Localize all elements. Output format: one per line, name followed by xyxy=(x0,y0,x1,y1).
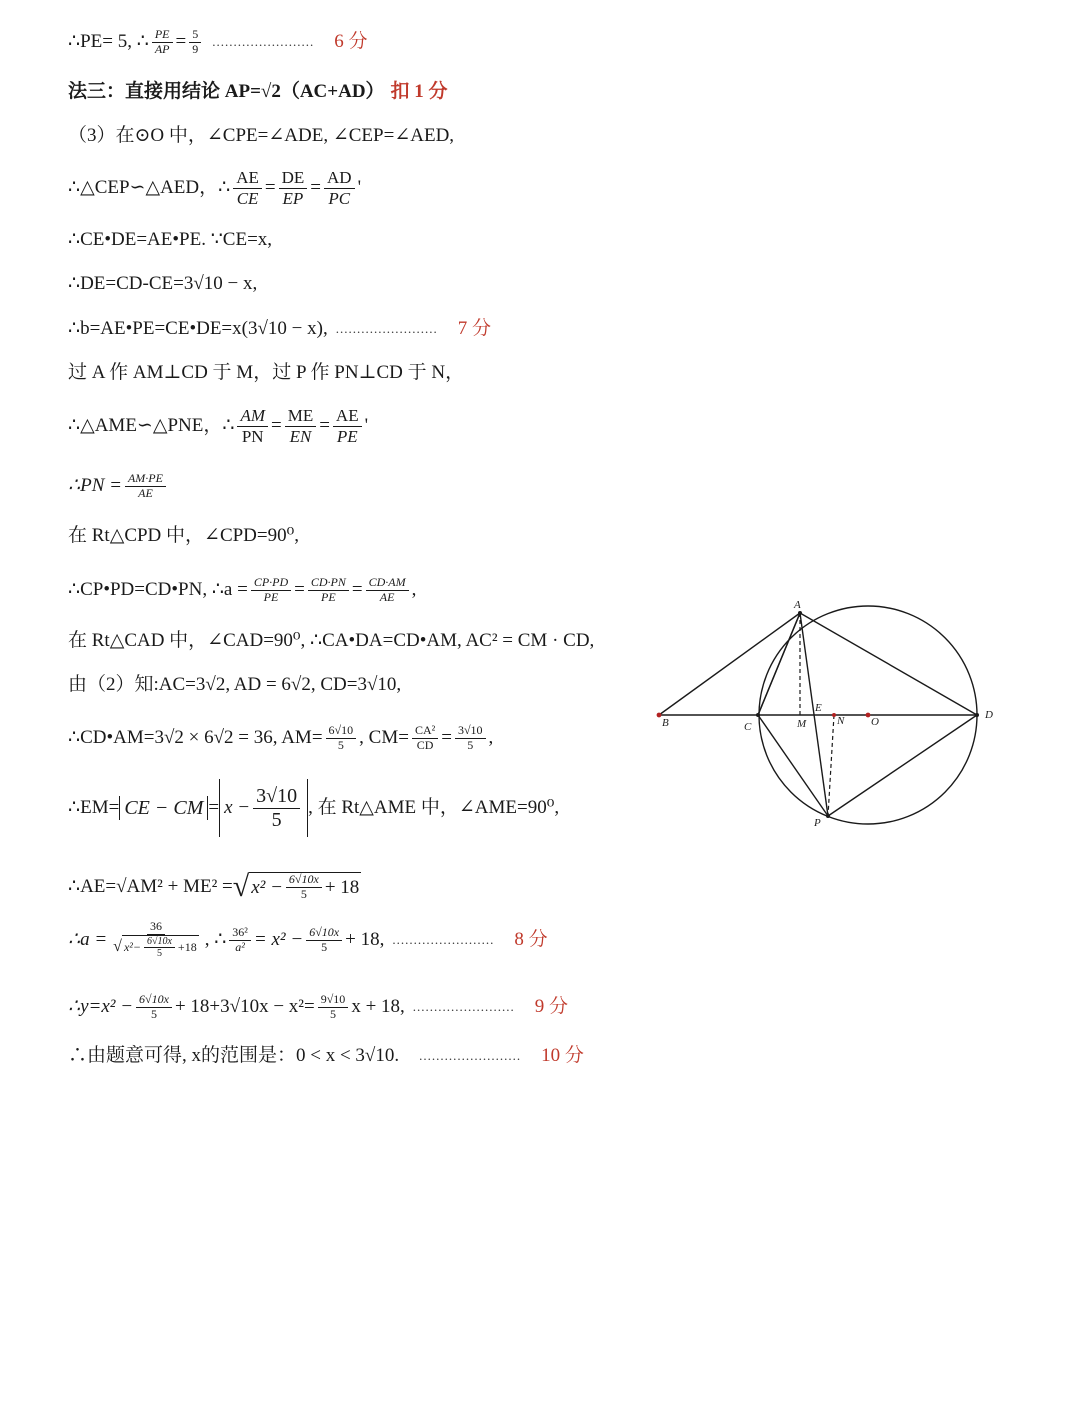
numerator: PE xyxy=(152,28,173,43)
denominator: PE xyxy=(263,589,279,604)
label-e: E xyxy=(815,702,822,714)
radical-sign: √ xyxy=(113,938,122,956)
fraction xyxy=(251,576,291,605)
numerator: CA² xyxy=(412,724,438,739)
label-p: P xyxy=(814,817,821,829)
label-d: D xyxy=(985,709,993,721)
label-c: C xyxy=(744,721,752,733)
numerator: 6√10x xyxy=(144,936,175,949)
text: ∴b=AE•PE=CE•DE=x(3√10 − x), xyxy=(68,318,328,339)
line-3 xyxy=(68,124,454,148)
tail: ' xyxy=(364,415,369,436)
line-8 xyxy=(68,361,464,385)
radicand-post: +18 xyxy=(177,939,197,954)
line-17 xyxy=(68,862,361,912)
numerator: 6√10x xyxy=(306,926,342,941)
denominator: a² xyxy=(235,939,245,954)
numerator: DE xyxy=(279,168,308,189)
text: 由（2）知:AC=3√2, AD = 6√2, CD=3√10, xyxy=(68,674,402,695)
leader-dots: ........................ xyxy=(212,34,315,50)
numerator: 6√10 xyxy=(326,724,357,739)
fraction xyxy=(279,168,308,208)
text: 在 Rt△CPD 中，∠CPD=90⁰, xyxy=(68,525,299,546)
denominator: PE xyxy=(321,589,336,604)
abs-expr: x − xyxy=(224,797,251,818)
denominator: 5 xyxy=(467,737,474,752)
text: ∴AE=√AM² + ME² = xyxy=(68,876,233,897)
text: ∴CD•AM=3√2 × 6√2 = 36, AM= xyxy=(68,727,323,748)
fraction xyxy=(455,724,486,753)
denominator: 5 xyxy=(156,948,162,960)
fraction xyxy=(233,168,262,208)
fraction xyxy=(136,993,172,1022)
segment-cp xyxy=(758,715,828,816)
point-d xyxy=(975,713,979,717)
equals: = xyxy=(319,415,330,436)
numerator: 3√10 xyxy=(455,724,486,739)
fraction xyxy=(125,472,166,501)
fraction xyxy=(110,920,202,960)
line-18 xyxy=(68,914,548,966)
denominator: AE xyxy=(138,485,153,500)
text: ∴△CEP∽△AED，∴ xyxy=(68,177,231,198)
method-three-text: 法三：直接用结论 AP=√2（AC+AD） xyxy=(68,81,385,102)
numerator: 6√10x xyxy=(136,993,172,1008)
text: ∴a = xyxy=(68,929,108,950)
line-13 xyxy=(68,629,594,653)
line-14 xyxy=(68,673,401,697)
tail: , 在 Rt△AME 中，∠AME=90⁰, xyxy=(308,797,560,818)
tail: x + 18, xyxy=(351,996,405,1017)
fraction xyxy=(152,28,173,57)
tail: , xyxy=(488,727,494,748)
fraction xyxy=(286,873,322,902)
equals: = xyxy=(270,415,282,436)
radicand xyxy=(249,872,361,902)
line-12 xyxy=(68,570,416,610)
line-15 xyxy=(68,718,493,758)
fraction xyxy=(326,724,357,753)
line-11 xyxy=(68,524,299,548)
point-p xyxy=(826,814,830,818)
equals: = xyxy=(208,797,220,818)
fraction xyxy=(237,406,268,446)
text: ∴PE= 5, ∴ xyxy=(68,31,149,53)
text-mid: , ∴ xyxy=(204,929,227,950)
denominator: 5 xyxy=(330,1006,337,1021)
line-5 xyxy=(68,228,272,252)
line-1 xyxy=(68,28,367,57)
text: （3）在⊙O 中，∠CPE=∠ADE, ∠CEP=∠AED, xyxy=(68,125,455,146)
fraction xyxy=(253,785,300,832)
absolute-value xyxy=(219,779,308,837)
point-a xyxy=(798,611,802,615)
denominator: 5 xyxy=(300,887,307,901)
fraction xyxy=(366,576,409,605)
radical-sign: √ xyxy=(232,870,250,903)
numerator: 6√10x xyxy=(286,873,322,888)
leader-dots: ........................ xyxy=(419,1048,522,1063)
absolute-value: CE − CM xyxy=(119,796,208,820)
numerator: CP·PD xyxy=(251,576,291,591)
text: ∴y=x² − xyxy=(68,996,134,1017)
label-m: M xyxy=(797,718,807,730)
score-label: 10 分 xyxy=(541,1045,584,1066)
numerator: AM xyxy=(237,406,268,427)
fraction xyxy=(306,926,342,955)
denominator: PE xyxy=(336,426,358,446)
geometry-diagram xyxy=(650,598,1010,838)
numerator: 36² xyxy=(229,926,251,941)
equals: = xyxy=(441,727,452,748)
radicand-pre: x² − xyxy=(251,876,283,898)
equals: = xyxy=(294,579,305,600)
point-b xyxy=(657,713,662,718)
score-label: 9 分 xyxy=(534,996,569,1017)
label-o: O xyxy=(871,716,879,728)
denominator: CD xyxy=(416,737,434,752)
numerator: 5 xyxy=(189,28,201,43)
line-6 xyxy=(68,272,257,296)
equals: = xyxy=(310,177,321,198)
equals: = x² − xyxy=(253,929,304,950)
score-label: 6 分 xyxy=(334,31,368,53)
numerator: AM·PE xyxy=(125,472,166,487)
denominator: 5 xyxy=(337,737,344,752)
fraction xyxy=(318,993,349,1022)
text: ∴CP•PD=CD•PN, ∴a = xyxy=(68,579,248,600)
point-o xyxy=(866,713,871,718)
numerator: CD·PN xyxy=(308,576,349,591)
fraction xyxy=(324,168,355,208)
tail: + 18, xyxy=(345,929,385,950)
numerator: AE xyxy=(233,168,262,189)
line-2 xyxy=(68,80,448,104)
text-mid: , CM= xyxy=(359,727,409,748)
numerator: AD xyxy=(324,168,355,189)
denominator: AP xyxy=(154,41,170,56)
line-4 xyxy=(68,164,361,212)
text: ∴DE=CD-CE=3√10 − x, xyxy=(68,273,258,294)
label-b: B xyxy=(662,717,669,729)
fraction xyxy=(144,936,175,960)
score-label: 7 分 xyxy=(457,318,491,339)
tail: ' xyxy=(357,177,361,198)
numerator: 36 xyxy=(147,920,165,935)
line-20 xyxy=(68,1044,584,1068)
label-n: N xyxy=(837,715,845,727)
denominator: 5 xyxy=(321,939,328,954)
denominator xyxy=(110,935,202,960)
point-n xyxy=(832,713,836,717)
denominator: 5 xyxy=(151,1006,157,1021)
line-16 xyxy=(68,776,559,840)
radicand xyxy=(122,935,199,960)
equals: = xyxy=(351,579,363,600)
fraction xyxy=(412,724,438,753)
numerator: CD·AM xyxy=(366,576,409,591)
fraction xyxy=(333,406,362,446)
equals: = xyxy=(175,31,187,53)
denominator: PC xyxy=(328,188,351,208)
leader-dots: ........................ xyxy=(412,999,515,1014)
score-label: 8 分 xyxy=(514,929,548,950)
denominator: EN xyxy=(289,426,312,446)
fraction xyxy=(308,576,349,605)
fraction xyxy=(189,28,201,57)
text: ∴△AME∽△PNE，∴ xyxy=(68,415,235,436)
numerator: ME xyxy=(285,406,317,427)
line-19 xyxy=(68,986,568,1028)
text: ∴CE•DE=AE•PE. ∵CE=x, xyxy=(68,229,273,250)
denominator: PN xyxy=(241,426,264,446)
segment-pd xyxy=(828,715,977,816)
denominator: 9 xyxy=(192,41,199,56)
numerator: 3√10 xyxy=(253,785,300,809)
leader-dots: ........................ xyxy=(335,321,438,336)
denominator: CE xyxy=(236,188,259,208)
label-a: A xyxy=(794,599,801,611)
denominator: AE xyxy=(379,589,395,604)
segment-ad xyxy=(800,613,977,715)
altitude-pn xyxy=(828,715,834,816)
equals: = xyxy=(264,177,276,198)
tail: , xyxy=(411,579,417,600)
fraction xyxy=(229,926,251,955)
numerator: AE xyxy=(333,406,362,427)
fraction xyxy=(285,406,317,446)
text: ∴EM= xyxy=(68,797,120,818)
point-c xyxy=(756,713,760,717)
deduction-note: 扣 1 分 xyxy=(390,81,448,102)
text: ∴由题意可得, x的范围是：0 < x < 3√10. xyxy=(68,1045,400,1066)
text: 过 A 作 AM⊥CD 于 M，过 P 作 PN⊥CD 于 N， xyxy=(68,362,465,383)
leader-dots: ........................ xyxy=(392,932,495,947)
line-9 xyxy=(68,402,368,450)
text: ∴PN = xyxy=(68,475,122,496)
radicand-pre: x²− xyxy=(123,939,141,954)
radicand-post: + 18 xyxy=(324,876,360,898)
denominator: EP xyxy=(282,188,304,208)
line-10 xyxy=(68,466,169,506)
numerator: 9√10 xyxy=(318,993,349,1008)
line-7 xyxy=(68,317,491,341)
text: 在 Rt△CAD 中，∠CAD=90⁰, ∴CA•DA=CD•AM, AC² = CM · CD, xyxy=(68,630,595,651)
text-mid: + 18+3√10x − x²= xyxy=(174,996,315,1017)
denominator: 5 xyxy=(271,808,282,831)
